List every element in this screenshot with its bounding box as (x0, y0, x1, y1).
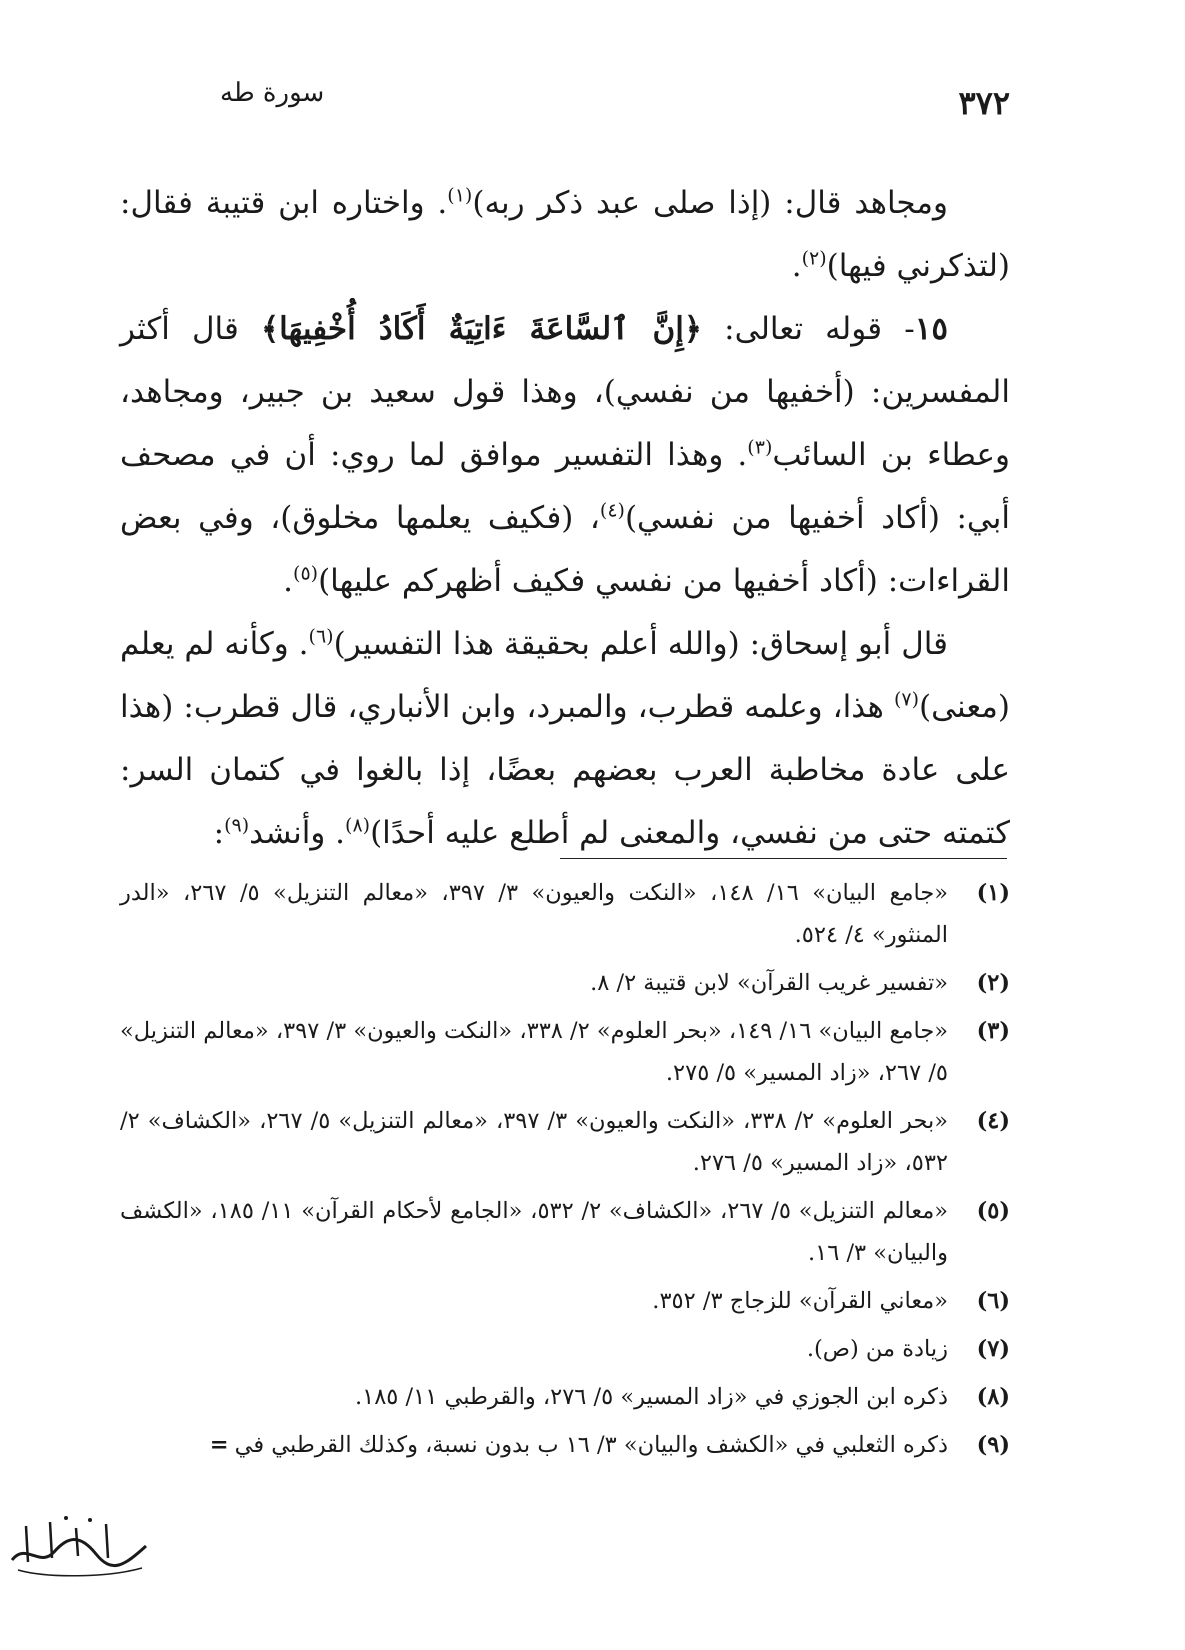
footnote-ref-8: (٨) (345, 814, 371, 837)
footnote-number: (٩) (976, 1432, 1010, 1458)
text-span: ، (فكيف يعلمها مخلوق)، وفي بعض القراءات: (أكاد أخفيها من نفسي فكيف أظهركم عليها) (120, 500, 1010, 599)
footnote-text: ذكره ابن الجوزي في «زاد المسير» ٥/ ٢٧٦، والقرطبي ١١/ ١٨٥. (354, 1384, 948, 1410)
footnotes (120, 872, 1010, 1472)
paragraph-1 (120, 172, 1010, 298)
logo-mark (6, 1512, 154, 1582)
footnote-text: «جامع البيان» ١٦/ ١٤٨، «النكت والعيون» ٣/ ٣٩٧، «معالم التنزيل» ٥/ ٢٦٧، «الدر المنثور» ٤/ ٥٢٤. (120, 880, 949, 948)
footnote-number: (٢) (976, 970, 1010, 996)
text-span: ومجاهد قال: (إذا صلى عبد ذكر ربه) (472, 185, 948, 221)
publisher-logo (6, 1512, 154, 1582)
footnote-ref-2: (٢) (801, 247, 827, 270)
text-span: قال أكثر المفسرين: (أخفيها من نفسي)، وهذا قول سعيد بن جبير، ومجاهد، وعطاء بن السائب (120, 311, 1010, 473)
text-span: - قوله تعالى: (702, 311, 915, 347)
footnote-text: «بحر العلوم» ٢/ ٣٣٨، «النكت والعيون» ٣/ ٣٩٧، «معالم التنزيل» ٥/ ٢٦٧، «الكشاف» ٢/ ٥٣٢، «زاد المسير» ٥/ ٢٧٦. (120, 1108, 949, 1176)
text-span: . وكأنه لم يعلم (معنى) (120, 626, 1010, 725)
text-span: : (213, 815, 225, 851)
text-span: . (283, 563, 294, 599)
footnote (120, 1424, 1010, 1466)
text-span: . (791, 248, 802, 284)
footnote-ref-5: (٥) (293, 562, 319, 585)
page-number: ٣٧٢ (958, 84, 1010, 122)
footnote-text: «تفسير غريب القرآن» لابن قتيبة ٢/ ٨. (590, 970, 948, 996)
footnote-ref-1: (١) (447, 184, 473, 207)
footnote (120, 1010, 1010, 1094)
page-header (220, 78, 1010, 128)
footnote-text: زيادة من (ص). (806, 1336, 948, 1362)
footnote-ref-3: (٣) (747, 436, 773, 459)
footnote (120, 1328, 1010, 1370)
text-span: هذا، وعلمه قطرب، والمبرد، وابن الأنباري، قال قطرب: (هذا على عادة مخاطبة العرب بعضهم بعضًا، إذا بالغوا في كتمان السر: كتمته حتى من نفسي، والمعنى لم أطلع عليه أحدًا) (120, 689, 1010, 851)
footnote (120, 1190, 1010, 1274)
footnote-number: (٤) (976, 1108, 1010, 1134)
footnote-ref-6: (٦) (308, 625, 334, 648)
footnote-number: (٨) (976, 1384, 1010, 1410)
text-span: . واختاره ابن قتيبة فقال: (لتذكرني فيها) (120, 185, 1010, 284)
quran-verse: ﴿إِنَّ ٱلسَّاعَةَ ءَاتِيَةٌ أَكَادُ أُخْفِيهَا﴾ (261, 311, 702, 347)
text-span: قال أبو إسحاق: (والله أعلم بحقيقة هذا التفسير) (333, 626, 948, 662)
footnote (120, 872, 1010, 956)
footnote (120, 1100, 1010, 1184)
footnote-text: «معالم التنزيل» ٥/ ٢٦٧، «الكشاف» ٢/ ٥٣٢، «الجامع لأحكام القرآن» ١١/ ١٨٥، «الكشف والبيان» ٣/ ١٦. (120, 1198, 949, 1266)
continuation-mark: = (209, 1432, 229, 1458)
paragraph-3 (120, 613, 1010, 865)
paragraph-2 (120, 298, 1010, 613)
footnote-text: «جامع البيان» ١٦/ ١٤٩، «بحر العلوم» ٢/ ٣٣٨، «النكت والعيون» ٣/ ٣٩٧، «معالم التنزيل» ٥/ ٢٦٧، «زاد المسير» ٥/ ٢٧٥. (119, 1018, 948, 1086)
footnote-text: ذكره الثعلبي في «الكشف والبيان» ٣/ ١٦ ب بدون نسبة، وكذلك القرطبي في (234, 1432, 948, 1458)
footnote-number: (٣) (976, 1018, 1010, 1044)
text-span: . وأنشد (249, 815, 346, 851)
footnote-number: (١) (976, 880, 1010, 906)
footnote-number: (٧) (976, 1336, 1010, 1362)
footnote-ref-7: (٧) (893, 688, 920, 711)
footnote (120, 1376, 1010, 1418)
text-span: . وهذا التفسير موافق لما روي: أن في مصحف أبي: (أكاد أخفيها من نفسي) (120, 437, 1010, 536)
footnote-number: (٥) (976, 1198, 1010, 1224)
verse-number: ١٥ (914, 311, 948, 347)
surah-title: سورة طه (220, 78, 325, 108)
footnote-divider (560, 858, 1007, 859)
footnote-text: «معاني القرآن» للزجاج ٣/ ٣٥٢. (652, 1288, 948, 1314)
main-text (120, 172, 1010, 865)
footnote-ref-4: (٤) (599, 499, 625, 522)
footnote (120, 1280, 1010, 1322)
footnote (120, 962, 1010, 1004)
footnote-number: (٦) (976, 1288, 1010, 1314)
footnote-ref-9: (٩) (224, 814, 250, 837)
